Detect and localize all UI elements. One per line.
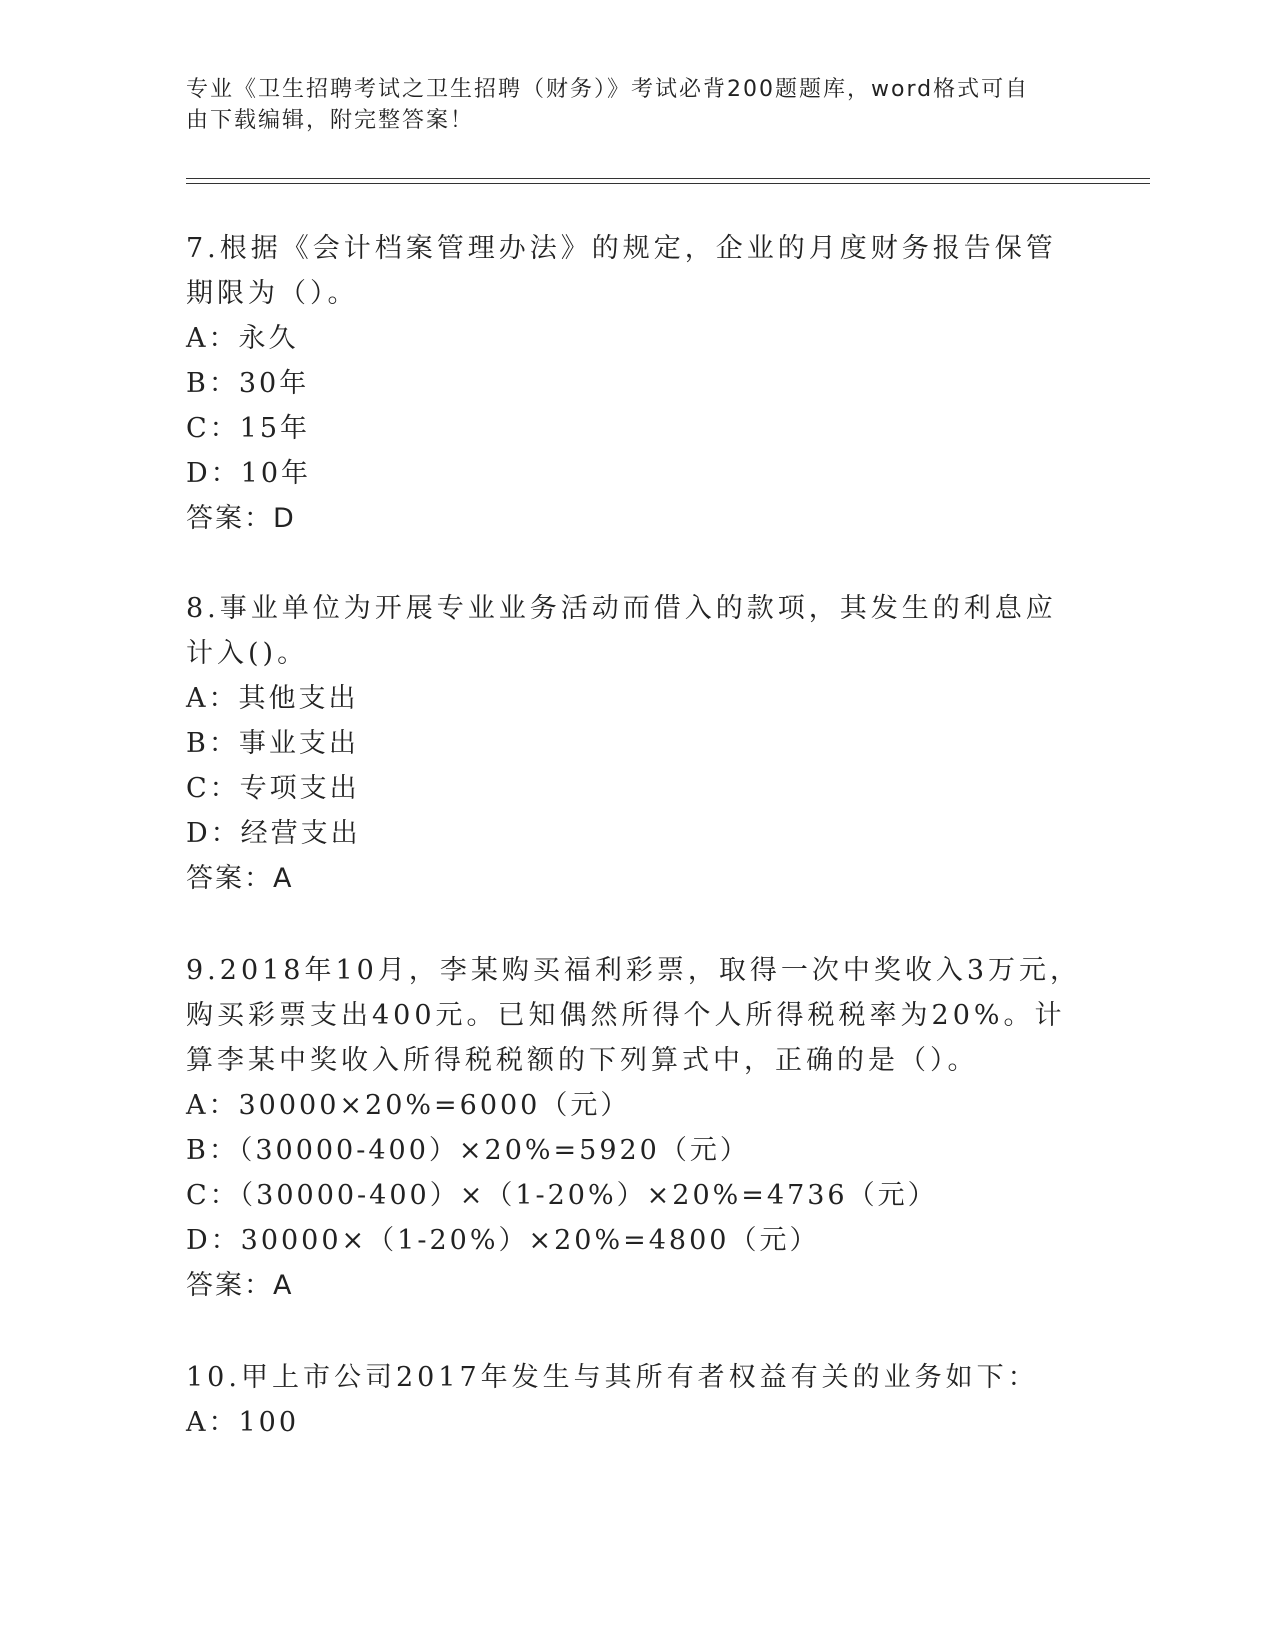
answer-line: 答案：D — [186, 503, 296, 534]
question-stem: 8.事业单位为开展专业业务活动而借入的款项，其发生的利息应计入()。 — [186, 593, 1057, 669]
header-line-1: 专业《卫生招聘考试之卫生招聘（财务）》考试必背200题题库，word格式可自 — [186, 77, 1030, 102]
option-d: D：30000×（1-20%）×20%=4800（元） — [186, 1225, 820, 1256]
question-stem: 7.根据《会计档案管理办法》的规定，企业的月度财务报告保管期限为（）。 — [186, 233, 1057, 309]
header-line-2: 由下载编辑，附完整答案！ — [186, 108, 475, 133]
option-a: A：永久 — [186, 323, 299, 354]
question-9 — [186, 948, 1086, 1308]
option-b: B：30年 — [186, 368, 310, 399]
option-c: C：专项支出 — [186, 773, 360, 804]
option-a: A：其他支出 — [186, 683, 359, 714]
question-stem: 9.2018年10月，李某购买福利彩票，取得一次中奖收入3万元，购买彩票支出400元。已知偶然所得个人所得税税率为20%。计算李某中奖收入所得税税额的下列算式中，正确的是（）。 — [186, 955, 1082, 1076]
option-c: C：15年 — [186, 413, 311, 444]
question-stem: 10.甲上市公司2017年发生与其所有者权益有关的业务如下： — [186, 1362, 1039, 1393]
option-a: A：30000×20%=6000（元） — [186, 1090, 631, 1121]
option-a: A：100 — [186, 1407, 300, 1438]
question-7 — [186, 226, 1086, 541]
header-divider — [186, 178, 1150, 184]
answer-line: 答案：A — [186, 1270, 294, 1301]
option-d: D：经营支出 — [186, 818, 361, 849]
question-10 — [186, 1355, 1086, 1445]
option-d: D：10年 — [186, 458, 312, 489]
option-b: B：（30000-400）×20%=5920（元） — [186, 1135, 750, 1166]
answer-line: 答案：A — [186, 863, 294, 894]
question-8 — [186, 586, 1086, 901]
document-header — [186, 74, 1066, 136]
option-c: C：（30000-400）×（1-20%）×20%=4736（元） — [186, 1180, 938, 1211]
option-b: B：事业支出 — [186, 728, 359, 759]
